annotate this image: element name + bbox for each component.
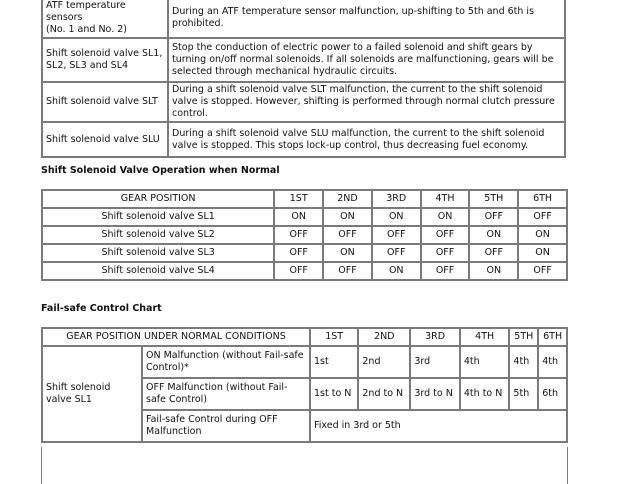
table-row bbox=[42, 82, 565, 122]
table-cell: 4th to N bbox=[460, 378, 510, 410]
condition-label: ON Malfunction (without Fail-safe Control)* bbox=[142, 346, 310, 378]
table-row bbox=[42, 208, 567, 226]
table-cell: OFF bbox=[421, 244, 470, 262]
description-cell: During a shift solenoid valve SLT malfunction, the current to the shift solenoid valve is stopped. However, shifting is performed through normal clutch pressure control. bbox=[168, 82, 565, 122]
column-header: 1ST bbox=[310, 328, 358, 346]
table-cell: OFF bbox=[372, 226, 421, 244]
item-line: Shift solenoid valve SL1, bbox=[46, 48, 163, 59]
column-header: 2ND bbox=[358, 328, 410, 346]
item-cell bbox=[42, 38, 168, 82]
table-cell: 4th bbox=[538, 346, 567, 378]
item-cell bbox=[42, 122, 168, 157]
item-line: SL2, SL3 and SL4 bbox=[46, 60, 129, 71]
table-row bbox=[42, 122, 565, 157]
column-header: 6TH bbox=[518, 190, 567, 208]
item-line: ATF temperature sensors bbox=[46, 0, 126, 23]
table-cell: OFF bbox=[518, 208, 567, 226]
column-header: 4TH bbox=[460, 328, 510, 346]
column-header: 2ND bbox=[323, 190, 372, 208]
item-cell bbox=[42, 0, 168, 38]
item-line: (No. 1 and No. 2) bbox=[46, 24, 127, 35]
fail-safe-control-chart bbox=[41, 327, 568, 443]
table-cell: ON bbox=[372, 262, 421, 280]
column-header: 6TH bbox=[538, 328, 567, 346]
table-cell: OFF bbox=[274, 262, 323, 280]
column-header: 5TH bbox=[469, 190, 518, 208]
table-row bbox=[42, 0, 565, 38]
item-line: Shift solenoid valve SLU bbox=[46, 133, 160, 145]
column-header: GEAR POSITION UNDER NORMAL CONDITIONS bbox=[42, 328, 310, 346]
item-line: Shift solenoid valve SLT bbox=[46, 96, 158, 107]
header-row bbox=[42, 190, 567, 208]
column-header: 5TH bbox=[509, 328, 538, 346]
table-cell: OFF bbox=[372, 244, 421, 262]
item-cell bbox=[42, 82, 168, 122]
table-cell: OFF bbox=[469, 244, 518, 262]
row-label: Shift solenoid valve SL1 bbox=[42, 346, 142, 442]
fail-safe-description-table bbox=[41, 0, 566, 158]
row-label: Shift solenoid valve SL3 bbox=[42, 244, 274, 262]
row-label: Shift solenoid valve SL1 bbox=[42, 208, 274, 226]
table-cell: OFF bbox=[518, 262, 567, 280]
table-cell: Fixed in 3rd or 5th bbox=[310, 410, 567, 442]
shift-solenoid-operation-table bbox=[41, 189, 568, 281]
description-cell: Stop the conduction of electric power to a failed solenoid and shift gears by turning on/off normal solenoids. If all solenoids are malfunctioning, gears will be selected through mechanical hydraulic circuits. bbox=[168, 38, 565, 82]
table-cell: OFF bbox=[274, 226, 323, 244]
table-cell: OFF bbox=[421, 226, 470, 244]
table-row bbox=[42, 38, 565, 82]
row-label: Shift solenoid valve SL2 bbox=[42, 226, 274, 244]
table-cell: OFF bbox=[421, 262, 470, 280]
table-cell: 4th bbox=[460, 346, 510, 378]
table-cell: 5th bbox=[509, 378, 538, 410]
table-row bbox=[42, 346, 567, 378]
table-cell: 1st to N bbox=[310, 378, 358, 410]
table-cell: 3rd bbox=[410, 346, 460, 378]
section-heading: Shift Solenoid Valve Operation when Normal bbox=[41, 165, 280, 176]
table-border-continuation bbox=[567, 447, 568, 484]
table-cell: 2nd bbox=[358, 346, 410, 378]
table-cell: 1st bbox=[310, 346, 358, 378]
table-cell: 3rd to N bbox=[410, 378, 460, 410]
table-cell: ON bbox=[518, 244, 567, 262]
column-header: GEAR POSITION bbox=[42, 190, 274, 208]
table-row bbox=[42, 226, 567, 244]
table-cell: 2nd to N bbox=[358, 378, 410, 410]
column-header: 1ST bbox=[274, 190, 323, 208]
header-row bbox=[42, 328, 567, 346]
table-cell: OFF bbox=[323, 226, 372, 244]
table-cell: OFF bbox=[274, 244, 323, 262]
table-row bbox=[42, 244, 567, 262]
table-cell: ON bbox=[323, 244, 372, 262]
condition-label: Fail-safe Control during OFF Malfunction bbox=[142, 410, 310, 442]
table-border-continuation bbox=[41, 447, 42, 484]
table-cell: ON bbox=[323, 208, 372, 226]
column-header: 3RD bbox=[372, 190, 421, 208]
condition-label: OFF Malfunction (without Fail-safe Control) bbox=[142, 378, 310, 410]
table-cell: ON bbox=[274, 208, 323, 226]
section-heading: Fail-safe Control Chart bbox=[41, 303, 162, 314]
column-header: 4TH bbox=[421, 190, 470, 208]
table-cell: ON bbox=[518, 226, 567, 244]
table-cell: ON bbox=[469, 226, 518, 244]
table-row bbox=[42, 262, 567, 280]
table-cell: OFF bbox=[469, 208, 518, 226]
column-header: 3RD bbox=[410, 328, 460, 346]
table-cell: ON bbox=[469, 262, 518, 280]
description-cell: During a shift solenoid valve SLU malfunction, the current to the shift solenoid valve is stopped. This stops lock-up control, thus decreasing fuel economy. bbox=[168, 122, 565, 157]
row-label: Shift solenoid valve SL4 bbox=[42, 262, 274, 280]
table-cell: 6th bbox=[538, 378, 567, 410]
description-cell: During an ATF temperature sensor malfunction, up-shifting to 5th and 6th is prohibited. bbox=[168, 0, 565, 38]
table-cell: ON bbox=[372, 208, 421, 226]
table-cell: ON bbox=[421, 208, 470, 226]
table-cell: OFF bbox=[323, 262, 372, 280]
table-cell: 4th bbox=[509, 346, 538, 378]
